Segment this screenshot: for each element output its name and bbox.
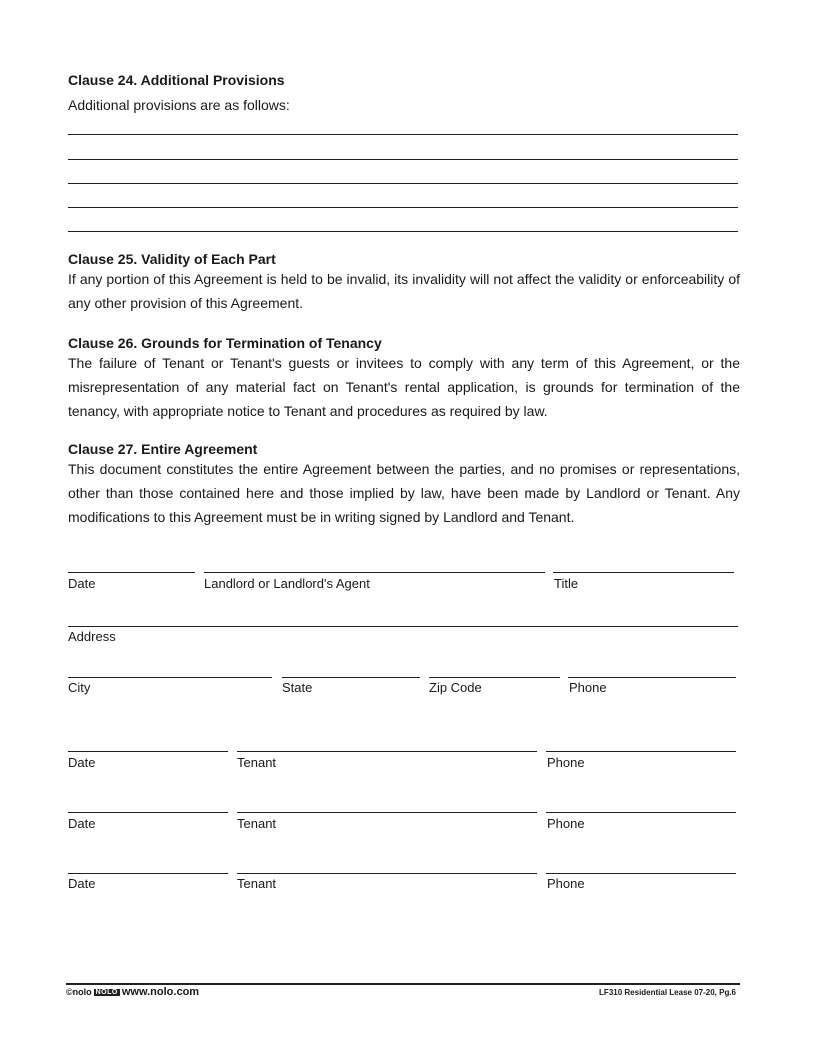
provision-line-1[interactable] [68, 134, 738, 135]
landlord-title-label: Title [554, 576, 579, 591]
landlord-title-line[interactable] [553, 572, 734, 573]
tenant-label: Tenant [237, 816, 277, 831]
tenant-signature-line[interactable] [237, 873, 537, 874]
tenant-phone-line[interactable] [546, 812, 736, 813]
tenant-phone-label: Phone [547, 755, 585, 770]
state-label: State [282, 680, 313, 695]
tenant-signature-line[interactable] [237, 751, 537, 752]
clause-27 [68, 441, 740, 529]
tenant-label: Tenant [237, 755, 277, 770]
nolo-url[interactable]: www.nolo.com [121, 986, 200, 998]
form-id: LF310 Residential Lease 07-20, Pg.6 [599, 988, 736, 997]
tenant-date-line[interactable] [68, 873, 228, 874]
footer-left [66, 986, 199, 998]
clause-27-body: This document constitutes the entire Agreement between the parties, and no promises or representations, other than those contained here and those implied by law, have been made by Landlord or Tenant. Any modifications to this Agreement must be in writing signed by Landlord and Tenant. [68, 461, 740, 525]
address-line[interactable] [68, 626, 738, 627]
landlord-agent-label: Landlord or Landlord's Agent [204, 576, 370, 591]
landlord-date-line[interactable] [68, 572, 195, 573]
landlord-phone-label: Phone [569, 680, 607, 695]
city-label: City [68, 680, 91, 695]
landlord-phone-line[interactable] [568, 677, 736, 678]
copyright: ©nolo [66, 987, 92, 997]
clause-26 [68, 335, 740, 423]
clause-27-heading: Clause 27. Entire Agreement [68, 441, 258, 457]
clause-26-body: The failure of Tenant or Tenant's guests or invitees to comply with any term of this Agreement, or the misrepresentation of any material fact on Tenant's rental application, is grounds for termination of the tenancy, with appropriate notice to Tenant and procedures as required by law. [68, 355, 740, 419]
zip-label: Zip Code [429, 680, 482, 695]
tenant-signature-line[interactable] [237, 812, 537, 813]
tenant-phone-line[interactable] [546, 751, 736, 752]
tenant-phone-line[interactable] [546, 873, 736, 874]
state-line[interactable] [282, 677, 420, 678]
provision-line-2[interactable] [68, 159, 738, 160]
zip-line[interactable] [429, 677, 560, 678]
landlord-date-label: Date [68, 576, 96, 591]
clause-24-heading: Clause 24. Additional Provisions [68, 72, 285, 88]
footer-rule [66, 983, 740, 985]
tenant-date-label: Date [68, 755, 96, 770]
tenant-label: Tenant [237, 876, 277, 891]
clause-24-intro: Additional provisions are as follows: [68, 97, 290, 113]
clause-25 [68, 251, 740, 315]
tenant-phone-label: Phone [547, 876, 585, 891]
tenant-date-line[interactable] [68, 812, 228, 813]
tenant-date-label: Date [68, 816, 96, 831]
tenant-phone-label: Phone [547, 816, 585, 831]
provision-line-3[interactable] [68, 183, 738, 184]
nolo-logo: NOLO [95, 988, 118, 996]
clause-26-heading: Clause 26. Grounds for Termination of Tenancy [68, 335, 382, 351]
tenant-date-label: Date [68, 876, 96, 891]
clause-25-body: If any portion of this Agreement is held to be invalid, its invalidity will not affect the validity or enforceability of any other provision of this Agreement. [68, 271, 740, 311]
tenant-date-line[interactable] [68, 751, 228, 752]
city-line[interactable] [68, 677, 272, 678]
address-label: Address [68, 629, 116, 644]
clause-25-heading: Clause 25. Validity of Each Part [68, 251, 276, 267]
provision-line-4[interactable] [68, 207, 738, 208]
provision-line-5[interactable] [68, 231, 738, 232]
landlord-agent-line[interactable] [204, 572, 545, 573]
